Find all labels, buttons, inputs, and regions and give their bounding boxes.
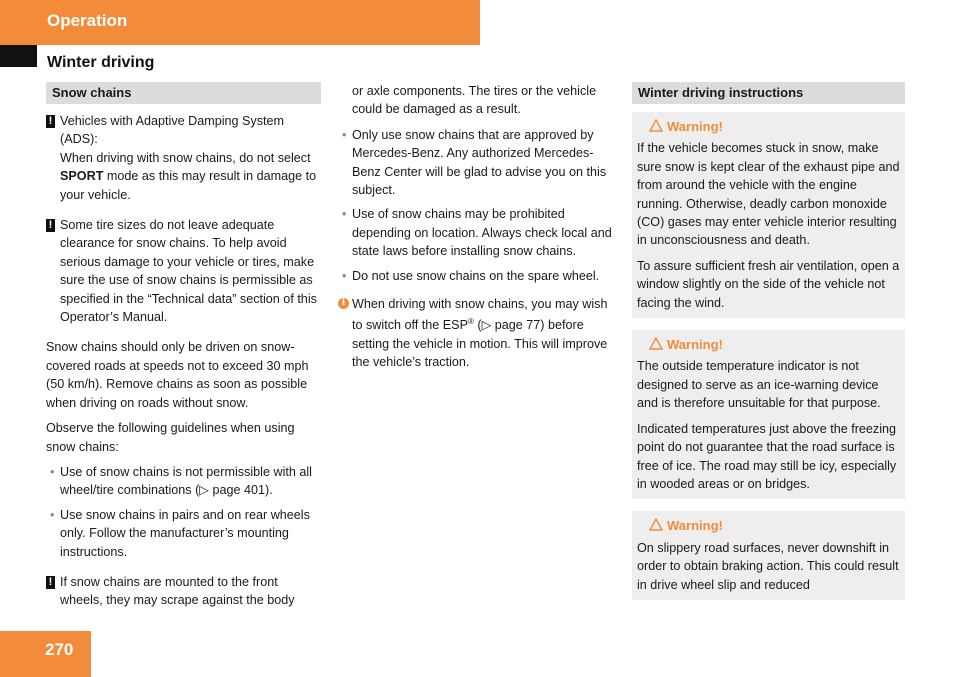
list-item: • Do not use snow chains on the spare wheel. xyxy=(338,267,616,285)
warning-label: Warning! xyxy=(667,337,723,353)
winter-instructions-heading: Winter driving instructions xyxy=(632,82,905,104)
tire-size-note xyxy=(46,216,321,326)
corner-mark xyxy=(0,45,37,67)
page-number: 270 xyxy=(45,640,74,659)
snow-chains-heading: Snow chains xyxy=(46,82,321,104)
ads-note-line2: When driving with snow chains, do not select xyxy=(60,150,311,165)
front-wheel-note xyxy=(46,573,321,610)
warning-triangle-icon xyxy=(649,518,663,531)
column-right xyxy=(632,82,905,612)
warning-label: Warning! xyxy=(667,518,723,534)
esp-info-note xyxy=(338,295,616,372)
tire-size-note-text: Some tire sizes do not leave adequate clearance for snow chains. To help avoid serious damage to your vehicle or tires, make sure the use of snow chains is permissible as specified in the “Technical data” section of this Operator’s Manual. xyxy=(60,218,317,325)
guidelines-intro: Observe the following guidelines when using snow chains: xyxy=(46,421,295,454)
esp-info-text-pre: When driving with snow chains, you may wish to switch off the ESP xyxy=(352,297,608,333)
speed-paragraph: Snow chains should only be driven on snow-covered roads at speeds not to exceed 30 mph (50 km/h). Remove chains as soon as possible when driving on roads without snow. xyxy=(46,340,309,410)
warning-text: If the vehicle becomes stuck in snow, make sure snow is kept clear of the exhaust pipe and from around the vehicle with the engine running. Otherwise, deadly carbon monoxide (CO) gases may enter vehicle interior resulting in unconsciousness and death. xyxy=(637,141,900,248)
ads-note-line3: mode as this may result in damage to your vehicle. xyxy=(60,169,317,202)
list-item: • Use snow chains in pairs and on rear wheels only. Follow the manufacturer’s mounting instructions. xyxy=(46,506,321,561)
list-item: • Use of snow chains is not permissible with all wheel/tire combinations (▷ page 401). xyxy=(46,463,321,500)
ads-note-line1: Vehicles with Adaptive Damping System (ADS): xyxy=(60,114,284,147)
warning-box-downshift xyxy=(632,511,905,600)
exclamation-icon: ! xyxy=(46,219,55,232)
warning-text: On slippery road surfaces, never downshift in order to obtain braking action. This could result in drive wheel slip and reduced xyxy=(637,540,899,592)
chapter-title: Operation xyxy=(47,11,128,30)
info-icon: i xyxy=(338,298,349,309)
esp-info-text-post: (▷ page 77) before setting the vehicle in motion. This will improve the vehicle’s traction. xyxy=(352,318,608,370)
ads-note xyxy=(46,112,321,204)
warning-text: Indicated temperatures just above the freezing point do not guarantee that the road surface is free of ice. The road may still be icy, especially in wooded areas or on bridges. xyxy=(637,421,897,491)
list-item: • Only use snow chains that are approved by Mercedes-Benz. Any authorized Mercedes-Benz Center will be glad to advise you on this subject. xyxy=(338,126,616,200)
front-wheel-note-continued: or axle components. The tires or the vehicle could be damaged as a result. xyxy=(352,84,597,117)
warning-triangle-icon xyxy=(649,119,663,132)
warning-heading xyxy=(651,517,900,535)
exclamation-icon: ! xyxy=(46,576,55,589)
front-wheel-note-text: If snow chains are mounted to the front wheels, they may scrape against the body xyxy=(60,574,295,608)
registered-mark: ® xyxy=(467,317,474,327)
guideline-list-b xyxy=(338,126,616,285)
warning-label: Warning! xyxy=(667,119,723,134)
warning-triangle-icon xyxy=(649,337,663,350)
warning-heading xyxy=(651,336,900,354)
exclamation-icon: ! xyxy=(46,115,55,128)
guideline-list-a xyxy=(46,463,321,561)
warning-box-exhaust xyxy=(632,112,905,318)
warning-text: The outside temperature indicator is not designed to serve as an ice-warning device and is therefore unsuitable for that purpose. xyxy=(637,359,881,411)
warning-heading xyxy=(651,118,900,136)
warning-text: To assure sufficient fresh air ventilation, open a window slightly on the side of the vehicle not facing the wind. xyxy=(637,258,900,310)
warning-box-temperature xyxy=(632,330,905,499)
column-middle xyxy=(338,82,616,372)
section-title: Winter driving xyxy=(47,54,155,71)
list-item: • Use of snow chains may be prohibited depending on location. Always check local and state laws before installing snow chains. xyxy=(338,205,616,260)
column-left xyxy=(46,82,321,622)
sport-mode-label: SPORT xyxy=(60,169,104,184)
